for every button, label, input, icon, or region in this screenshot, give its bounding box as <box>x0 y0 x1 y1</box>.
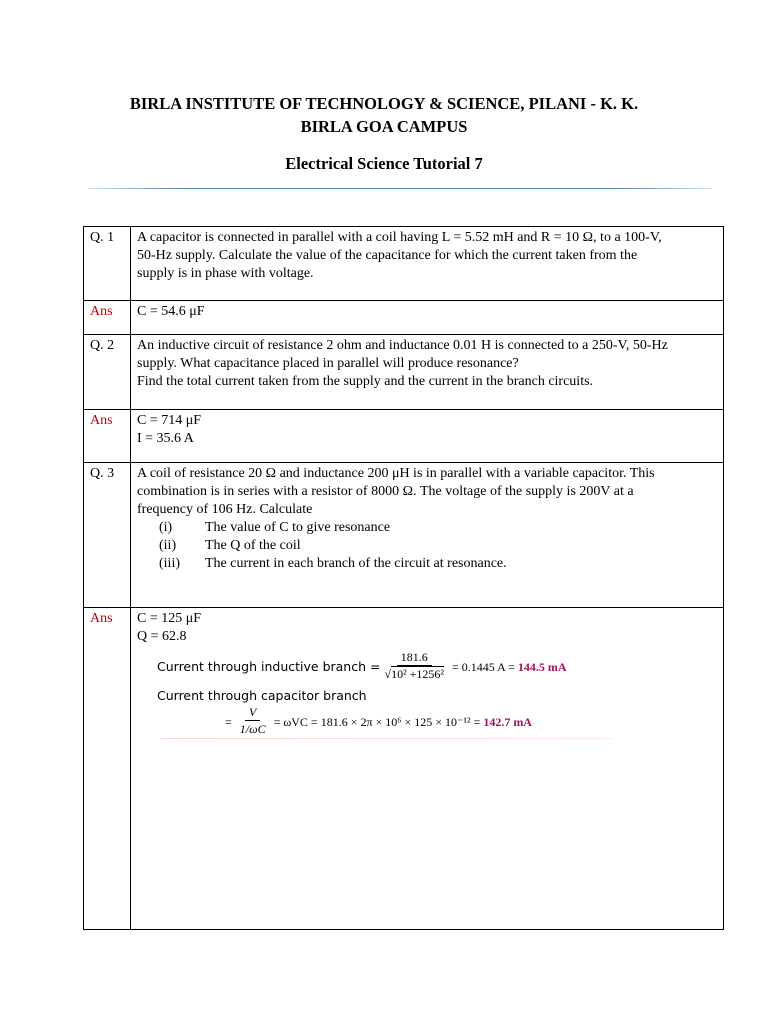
item-text: The current in each branch of the circuit at resonance. <box>205 556 507 571</box>
equation-result-highlight: 144.5 mA <box>517 659 567 674</box>
question-text <box>131 335 724 410</box>
sqrt-content: 10² +1256² <box>391 667 445 681</box>
item-text: The value of C to give resonance <box>205 520 391 535</box>
equals-sign: = <box>225 714 232 729</box>
header-divider <box>88 188 712 189</box>
fraction-numerator: 181.6 <box>397 650 432 666</box>
fraction-numerator: V <box>245 705 260 721</box>
text-line: C = 125 μF <box>137 611 202 626</box>
text-line: Q = 62.8 <box>137 629 187 644</box>
equation-label: Current through inductive branch = <box>157 658 381 674</box>
institution-name-line1: BIRLA INSTITUTE OF TECHNOLOGY & SCIENCE, PILANI - K. K. <box>129 94 639 113</box>
item-text: The Q of the coil <box>205 538 301 553</box>
question-label: Q. 1 <box>84 227 131 301</box>
fraction-denominator: √10² +1256² <box>384 667 445 681</box>
answer-text <box>131 608 724 930</box>
item-number: (iii) <box>159 556 180 571</box>
table-row <box>84 410 724 463</box>
text-line: frequency of 106 Hz. Calculate <box>137 502 313 517</box>
table-row <box>84 227 724 301</box>
capacitor-fraction <box>236 705 270 738</box>
question-table <box>83 226 724 930</box>
equation-label: Current through capacitor branch <box>157 688 367 703</box>
equation-result-highlight: 142.7 mA <box>483 714 532 729</box>
question-label: Q. 3 <box>84 463 131 608</box>
capacitor-branch-equation <box>225 705 717 738</box>
inductive-branch-equation <box>157 650 717 683</box>
equation-expression: = ωVC = 181.6 × 2π × 10⁶ × 125 × 10⁻¹² = <box>273 714 481 729</box>
item-number: (ii) <box>159 538 177 553</box>
answer-label: Ans <box>84 410 131 463</box>
question-text <box>131 227 724 301</box>
fraction-denominator: 1/ωC <box>239 722 266 736</box>
text-line: 50-Hz supply. Calculate the value of the capacitance for which the current taken from the <box>137 248 638 263</box>
text-line: C = 54.6 μF <box>137 304 205 319</box>
table-row <box>84 335 724 410</box>
equation-result: = 0.1445 A = <box>452 659 515 674</box>
answer-label: Ans <box>84 301 131 335</box>
text-line: combination is in series with a resistor of 8000 Ω. The voltage of the supply is 200V at a <box>137 484 634 499</box>
question-text <box>131 463 724 608</box>
inductive-fraction <box>380 650 448 683</box>
text-line: C = 714 μF <box>137 413 202 428</box>
list-item <box>137 519 717 537</box>
text-line: I = 35.6 A <box>137 431 194 446</box>
table-row <box>84 463 724 608</box>
item-number: (i) <box>159 520 173 535</box>
list-item <box>137 555 717 573</box>
institution-name-line2: BIRLA GOA CAMPUS <box>300 117 468 136</box>
answer-text <box>131 301 724 335</box>
list-item <box>137 537 717 555</box>
page-header <box>0 92 768 138</box>
text-line: A coil of resistance 20 Ω and inductance 200 μH is in parallel with a variable capacitor. This <box>137 466 655 481</box>
answer-text <box>131 410 724 463</box>
table-row <box>84 301 724 335</box>
sub-question-list <box>137 519 717 573</box>
answer-label: Ans <box>84 608 131 930</box>
table-row <box>84 608 724 930</box>
equation-underline <box>161 738 611 739</box>
document-title: Electrical Science Tutorial 7 <box>285 154 483 173</box>
question-label: Q. 2 <box>84 335 131 410</box>
text-line: supply. What capacitance placed in parallel will produce resonance? <box>137 356 519 371</box>
text-line: Find the total current taken from the supply and the current in the branch circuits. <box>137 374 594 389</box>
text-line: A capacitor is connected in parallel with a coil having L = 5.52 mH and R = 10 Ω, to a 100-V, <box>137 230 662 245</box>
text-line: An inductive circuit of resistance 2 ohm and inductance 0.01 H is connected to a 250-V, 50-Hz <box>137 338 668 353</box>
text-line: supply is in phase with voltage. <box>137 266 314 281</box>
